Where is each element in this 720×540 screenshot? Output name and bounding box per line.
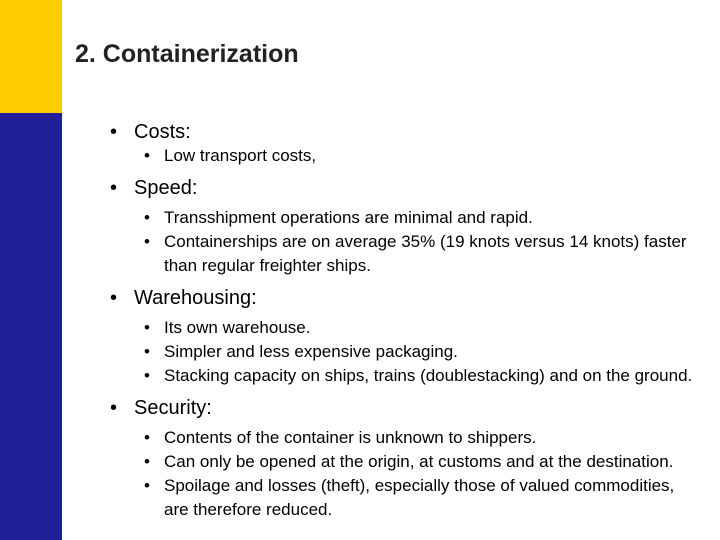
bullet-icon: •: [144, 476, 150, 495]
accent-bar-yellow: [0, 0, 62, 113]
section-heading-label: Speed:: [134, 177, 198, 199]
bullet-icon: •: [110, 287, 118, 309]
bullet-icon: •: [144, 366, 150, 385]
list-item: [110, 230, 700, 278]
list-item-text: Spoilage and losses (theft), especially those of valued commodities, are therefore reduced.: [164, 476, 675, 519]
list-item-text: Containerships are on average 35% (19 knots versus 14 knots) faster than regular freighter ships.: [164, 232, 687, 275]
list-item: [110, 474, 700, 522]
section-heading-label: Security:: [134, 397, 212, 419]
bullet-icon: •: [110, 177, 118, 199]
section-heading-speed: [110, 176, 700, 200]
list-item: [110, 426, 700, 450]
list-item: [110, 206, 700, 230]
list-item: [110, 364, 700, 388]
list-item-text: Its own warehouse.: [164, 318, 311, 337]
list-item-text: Contents of the container is unknown to shippers.: [164, 428, 537, 447]
section-heading-security: [110, 396, 700, 420]
section-heading-costs: [110, 120, 700, 144]
section-items-warehousing: [110, 316, 700, 388]
bullet-icon: •: [110, 397, 118, 419]
bullet-content: [110, 120, 700, 522]
list-item: [110, 316, 700, 340]
list-item: [110, 144, 700, 168]
slide-title: 2. Containerization: [75, 40, 299, 68]
section-heading-warehousing: [110, 286, 700, 310]
section-items-costs: [110, 144, 700, 168]
bullet-icon: •: [144, 452, 150, 471]
list-item-text: Can only be opened at the origin, at customs and at the destination.: [164, 452, 674, 471]
accent-bar-blue: [0, 113, 62, 540]
list-item: [110, 450, 700, 474]
bullet-icon: •: [144, 342, 150, 361]
section-heading-label: Warehousing:: [134, 287, 257, 309]
list-item: [110, 340, 700, 364]
bullet-icon: •: [144, 146, 150, 165]
bullet-icon: •: [144, 232, 150, 251]
bullet-icon: •: [144, 428, 150, 447]
bullet-icon: •: [144, 318, 150, 337]
bullet-icon: •: [144, 208, 150, 227]
list-item-text: Low transport costs,: [164, 146, 317, 165]
list-item-text: Transshipment operations are minimal and rapid.: [164, 208, 533, 227]
section-items-speed: [110, 206, 700, 278]
list-item-text: Stacking capacity on ships, trains (doublestacking) and on the ground.: [164, 366, 693, 385]
list-item-text: Simpler and less expensive packaging.: [164, 342, 458, 361]
bullet-icon: •: [110, 121, 118, 143]
section-items-security: [110, 426, 700, 522]
section-heading-label: Costs:: [134, 121, 191, 143]
